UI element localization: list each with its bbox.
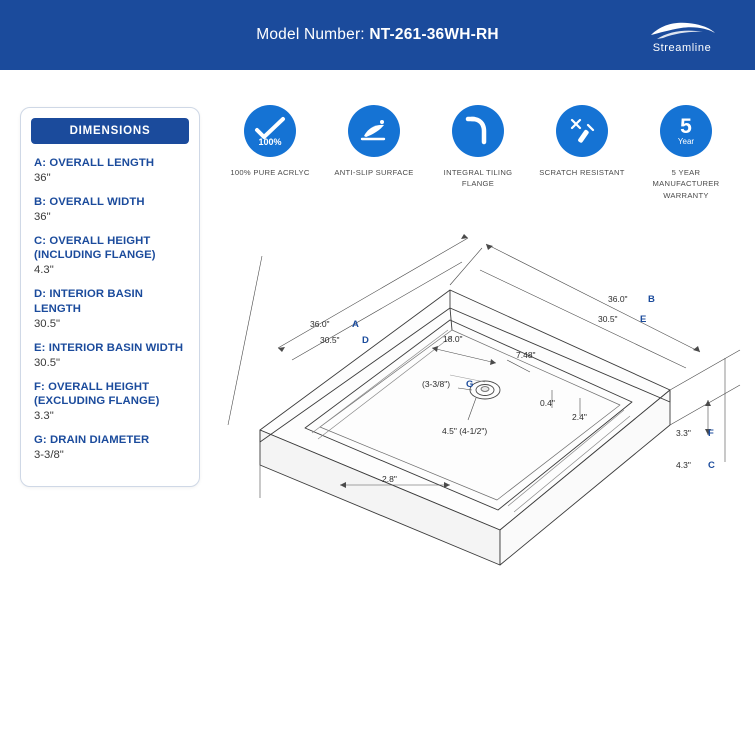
callout-front-apron-depth: 2.8" <box>382 474 397 484</box>
dimension-label-a: A: OVERALL LENGTH <box>34 157 155 169</box>
callout-basin-height-excl-flange: 3.3" <box>676 428 691 438</box>
dimension-value-b: 36" <box>34 211 51 224</box>
tiling-flange-icon <box>452 105 504 157</box>
anti-slip-foot-icon <box>348 105 400 157</box>
five-year-warranty-icon <box>660 105 712 157</box>
dimension-item-c <box>21 234 199 276</box>
dimensions-panel-title: DIMENSIONS <box>31 118 189 144</box>
callout-drain-center-offset: 4.5" (4-1/2") <box>442 426 488 436</box>
brand-logo <box>627 14 737 58</box>
warranty-unit: Year <box>677 137 695 146</box>
callout-top-left-length: 36.0" <box>310 319 330 329</box>
dimension-value-d: 30.5" <box>34 317 60 330</box>
dimension-value-c: 4.3" <box>34 264 54 277</box>
callout-flange-width: 2.4" <box>572 412 587 422</box>
dimension-item-b <box>21 195 199 223</box>
callout-flange-thickness: 0.4" <box>540 398 555 408</box>
callout-letter-f: F <box>708 428 714 439</box>
callout-letter-c: C <box>708 460 715 471</box>
dimension-item-a <box>21 156 199 184</box>
feature-caption-pure-acrylic: 100% PURE ACRLYC <box>230 168 310 177</box>
check-100-percent-icon <box>244 105 296 157</box>
callout-letter-e: E <box>640 314 647 325</box>
dimension-item-g <box>21 433 199 461</box>
feature-scratch-resistant <box>534 105 630 201</box>
callout-letter-a: A <box>352 319 359 330</box>
model-number-label: Model Number: <box>256 26 370 43</box>
page-header <box>0 0 755 70</box>
callout-letter-g: G <box>466 379 474 390</box>
feature-badges <box>222 105 734 201</box>
brand-name: Streamline <box>652 41 712 54</box>
callout-top-left-basin-length: 30.5" <box>320 335 340 345</box>
feature-caption-tiling-flange: INTEGRAL TILING FLANGE <box>443 168 513 189</box>
callout-letter-b: B <box>648 294 655 305</box>
dimension-item-d <box>21 287 199 329</box>
callout-top-right-basin-width: 30.5" <box>598 314 618 324</box>
model-number-value: NT-261-36WH-RH <box>369 26 499 43</box>
feature-pure-acrylic <box>222 105 318 201</box>
callout-top-right-width: 36.0" <box>608 294 628 304</box>
feature-caption-warranty: 5 YEAR MANUFACTURER WARRANTY <box>652 168 720 200</box>
feature-tiling-flange <box>430 105 526 201</box>
callout-letter-d: D <box>362 335 369 346</box>
feature-caption-scratch-resistant: SCRATCH RESISTANT <box>539 168 625 177</box>
warranty-number: 5 <box>680 115 692 138</box>
dimension-value-e: 30.5" <box>34 356 60 369</box>
feature-caption-anti-slip: ANTI-SLIP SURFACE <box>334 168 414 177</box>
dimension-value-f: 3.3" <box>34 409 54 422</box>
dimension-value-g: 3-3/8" <box>34 449 64 462</box>
dimension-item-f <box>21 380 199 422</box>
callout-drain-diameter: (3-3/8") <box>422 379 451 389</box>
dimension-label-g: G: DRAIN DIAMETER <box>34 433 150 446</box>
page-title <box>256 26 498 44</box>
feature-warranty <box>638 105 734 201</box>
dimension-value-a: 36" <box>34 172 51 185</box>
feature-anti-slip <box>326 105 422 201</box>
dimension-item-e <box>21 341 199 369</box>
wave-logo-icon <box>647 19 717 41</box>
scratch-resistant-icon <box>556 105 608 157</box>
shower-base-isometric-drawing <box>200 230 750 570</box>
dimension-label-d: D: INTERIOR BASIN LENGTH <box>34 288 144 315</box>
svg-text:100%: 100% <box>258 137 282 146</box>
dimension-label-e: E: INTERIOR BASIN WIDTH <box>34 341 184 354</box>
dimension-label-b: B: OVERALL WIDTH <box>34 196 145 209</box>
dimension-label-c: C: OVERALL HEIGHT (INCLUDING FLANGE) <box>34 235 156 262</box>
callout-overall-height-incl-flange: 4.3" <box>676 460 691 470</box>
dimensions-panel <box>20 107 200 487</box>
dimension-label-f: F: OVERALL HEIGHT (EXCLUDING FLANGE) <box>34 380 160 407</box>
callout-drain-offset-long: 18.0" <box>443 334 463 344</box>
callout-drain-offset-right: 7.48" <box>516 350 536 360</box>
